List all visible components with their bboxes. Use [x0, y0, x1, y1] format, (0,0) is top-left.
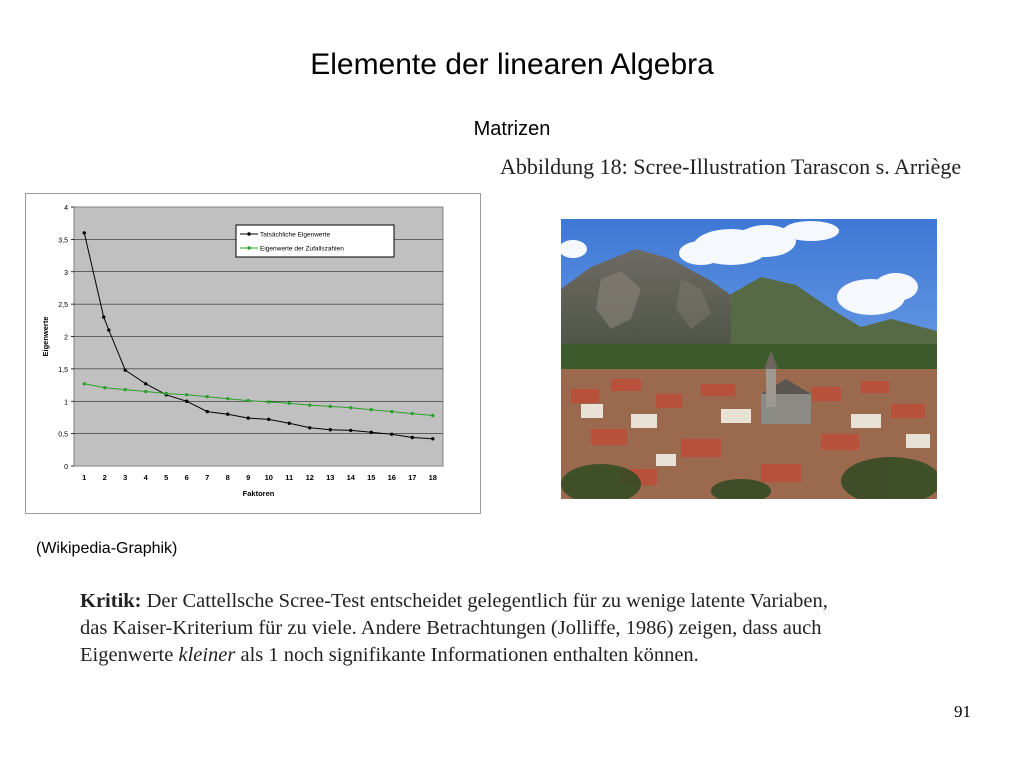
series-2-point — [83, 382, 86, 385]
tarascon-landscape-image — [561, 219, 937, 499]
series-2-point — [144, 390, 147, 393]
y-tick-label: 0 — [64, 464, 68, 471]
series-2-point — [308, 403, 311, 406]
x-tick-label: 12 — [305, 473, 314, 482]
series-1-point — [226, 413, 229, 416]
series-2-point — [267, 400, 270, 403]
image-source-note: (Wikipedia-Graphik) — [36, 540, 178, 557]
x-tick-label: 13 — [326, 473, 335, 482]
series-2-point — [349, 406, 352, 409]
series-1-point — [349, 429, 352, 432]
critique-paragraph — [80, 588, 860, 669]
x-tick-label: 1 — [82, 473, 87, 482]
tarascon-photo — [561, 219, 937, 499]
legend-marker-1 — [247, 232, 250, 235]
series-2-point — [370, 408, 373, 411]
series-1-point — [185, 400, 188, 403]
y-tick-label: 1 — [64, 399, 68, 407]
series-2-point — [165, 392, 168, 395]
critique-text-2: als 1 noch signifikante Informationen enthalten können. — [235, 644, 699, 666]
legend-label-2: Eigenwerte der Zufallszahlen — [260, 245, 344, 253]
series-1-point — [144, 382, 147, 385]
x-tick-label: 2 — [102, 473, 107, 482]
series-2-point — [431, 414, 434, 417]
x-tick-label: 4 — [143, 473, 148, 482]
x-tick-label: 10 — [264, 473, 273, 482]
y-tick-label: 2 — [64, 334, 68, 342]
series-1-point — [370, 431, 373, 434]
legend-marker-2 — [247, 246, 250, 249]
x-axis-label: Faktoren — [242, 489, 275, 498]
y-axis-label: Eigenwerte — [41, 316, 50, 357]
critique-label: Kritik: — [80, 590, 142, 612]
series-1-point — [206, 410, 209, 413]
y-tick-label: 2,5 — [58, 302, 68, 310]
series-2-point — [247, 399, 250, 402]
series-1-point — [102, 315, 105, 318]
series-1-point — [107, 328, 110, 331]
series-2-point — [124, 388, 127, 391]
series-2-point — [103, 386, 106, 389]
series-2-point — [390, 410, 393, 413]
x-tick-label: 5 — [164, 473, 169, 482]
series-1-point — [288, 422, 291, 425]
series-2-point — [411, 412, 414, 415]
series-1-point — [247, 416, 250, 419]
x-tick-label: 17 — [408, 473, 417, 482]
x-tick-label: 6 — [184, 473, 189, 482]
series-1-point — [431, 437, 434, 440]
page-number: 91 — [954, 702, 971, 721]
series-1-point — [390, 433, 393, 436]
critique-emphasis: kleiner — [178, 644, 236, 666]
x-tick-label: 8 — [225, 473, 230, 482]
scree-chart-svg — [26, 194, 482, 515]
series-2-point — [206, 395, 209, 398]
series-1-point — [411, 436, 414, 439]
y-tick-label: 0,5 — [58, 431, 68, 439]
x-tick-label: 18 — [428, 473, 437, 482]
x-tick-label: 7 — [205, 473, 210, 482]
x-tick-label: 16 — [387, 473, 396, 482]
series-1-point — [267, 418, 270, 421]
critique-text-1: Der Cattellsche Scree-Test entscheidet gelegentlich für zu wenige latente Variaben, das Kaiser-Kriterium für zu viele. Andere Betrachtungen (Jolliffe, 1986) zeigen, dass auch Eigenwerte — [80, 590, 828, 666]
y-tick-label: 1,5 — [58, 366, 68, 374]
x-tick-label: 9 — [246, 473, 251, 482]
y-tick-label: 3 — [64, 269, 68, 277]
y-tick-label: 4 — [64, 205, 68, 212]
series-2-point — [329, 405, 332, 408]
series-1-point — [308, 426, 311, 429]
series-2-point — [185, 393, 188, 396]
slide-title: Elemente der linearen Algebra — [310, 48, 714, 81]
x-tick-label: 3 — [123, 473, 128, 482]
x-tick-label: 15 — [367, 473, 376, 482]
x-tick-label: 11 — [285, 473, 294, 482]
scree-chart — [25, 193, 481, 514]
series-2-point — [288, 401, 291, 404]
series-2-point — [226, 397, 229, 400]
legend-label-1: Tatsächliche Eigenwerte — [260, 231, 331, 239]
figure-caption: Abbildung 18: Scree-Illustration Tarascon s. Arriège — [500, 154, 962, 179]
series-1-point — [329, 428, 332, 431]
series-1-point — [124, 368, 127, 371]
series-1-point — [83, 231, 86, 234]
y-tick-label: 3,5 — [58, 237, 68, 245]
x-tick-label: 14 — [346, 473, 355, 482]
slide-subtitle: Matrizen — [473, 118, 551, 140]
